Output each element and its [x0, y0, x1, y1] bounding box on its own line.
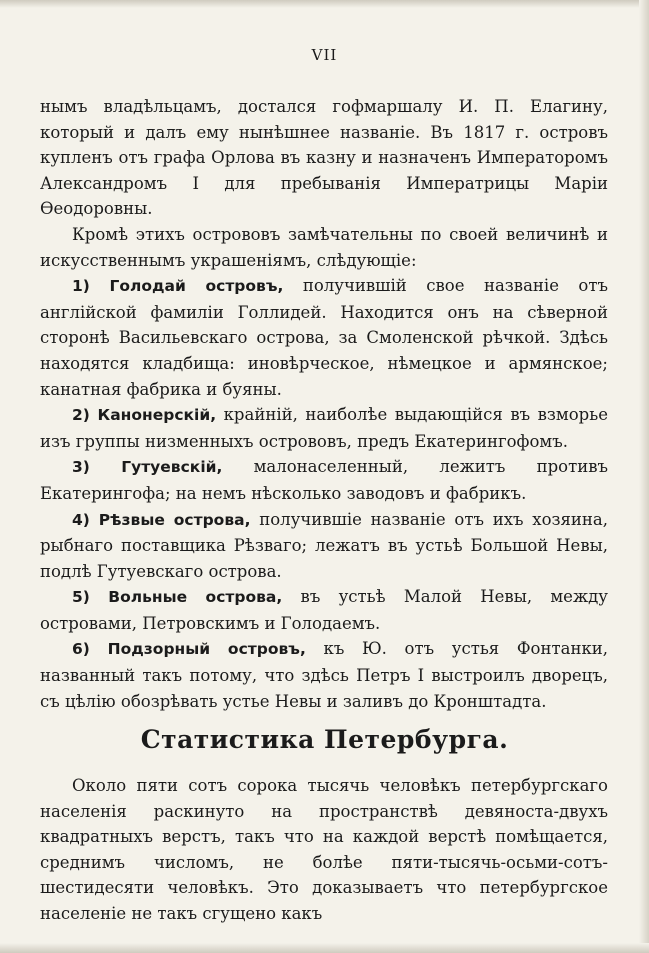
page-shadow-bottom — [0, 943, 649, 953]
paragraph-continuation: нымъ владѣльцамъ, достался гофмаршалу И. П. Елагину, который и далъ ему нынѣшнее названіе. Въ 1817 г. островъ купленъ отъ графа Орлова въ казну и назначенъ Императоромъ Александромъ I для пребыванія Императрицы Маріи Ѳеодоровны. — [40, 97, 608, 219]
page-number: VII — [311, 46, 338, 64]
list-item-title: 1) Голодай островъ, — [72, 277, 284, 296]
list-item-title: 3) Гутуевскій, — [72, 458, 223, 477]
list-item-title: 5) Вольные острова, — [72, 588, 283, 607]
list-item-gutuevsky — [40, 454, 608, 506]
list-item-text: къ Ю. отъ устья Фонтанки, названный такъ потому, что здѣсь Петръ I выстроилъ дворецъ, съ цѣлію обозрѣвать устье Невы и заливъ до Кронштадта. — [40, 639, 609, 711]
list-item-text: малонаселенный, лежитъ противъ Екатерингофа; на немъ нѣсколько заводовъ и фабрикъ. — [40, 457, 608, 503]
list-item-title: 6) Подзорный островъ, — [72, 640, 306, 659]
list-item-text: получившіе названіе отъ ихъ хозяина, рыбнаго поставщика Рѣзваго; лежатъ въ устьѣ Большой Невы, подлѣ Гутуевскаго острова. — [40, 509, 608, 581]
main-text — [40, 94, 608, 714]
list-item-title: 2) Канонерскій, — [72, 406, 217, 425]
list-item-title: 4) Рѣзвые острова, — [72, 510, 251, 529]
list-item-golodai — [40, 273, 608, 402]
list-item-text: крайній, наиболѣе выдающійся въ взморье изъ группы низменныхъ острововъ, предъ Екатерингофомъ. — [40, 405, 608, 451]
section-text — [40, 773, 608, 927]
list-item-rezvye — [40, 507, 608, 585]
page-shadow-right — [639, 0, 649, 953]
list-item-kanonersky — [40, 402, 608, 454]
list-item-podzorny — [40, 636, 608, 714]
paragraph-intro: Кромѣ этихъ острововъ замѣчательны по своей величинѣ и искусственнымъ украшеніямъ, слѣдующіе: — [40, 224, 608, 270]
section-heading: Статистика Петербурга. — [140, 725, 509, 754]
page-shadow-top — [0, 0, 649, 8]
list-item-volnye — [40, 584, 608, 636]
list-item-text: получившій свое названіе отъ англійской фамиліи Голлидей. Находится онъ на сѣверной сторонѣ Васильевскаго острова, за Смоленской рѣчкой. Здѣсь находятся кладбища: иновѣрческое, нѣмецкое и армянское; канатная фабрика и буяны. — [40, 276, 608, 399]
statistics-paragraph: Около пяти сотъ сорока тысячь человѣкъ петербургскаго населенія раскинуто на пространствѣ девяноста-двухъ квадратныхъ верстъ, такъ что на каждой верстѣ помѣщается, среднимъ числомъ, не болѣе пяти-тысячь-осьми-сотъ-шестидесяти человѣкъ. Это доказываетъ что петербургское населеніе не такъ сгущено какъ — [40, 776, 608, 923]
list-item-text: въ устьѣ Малой Невы, между островами, Петровскимъ и Голодаемъ. — [40, 587, 608, 633]
